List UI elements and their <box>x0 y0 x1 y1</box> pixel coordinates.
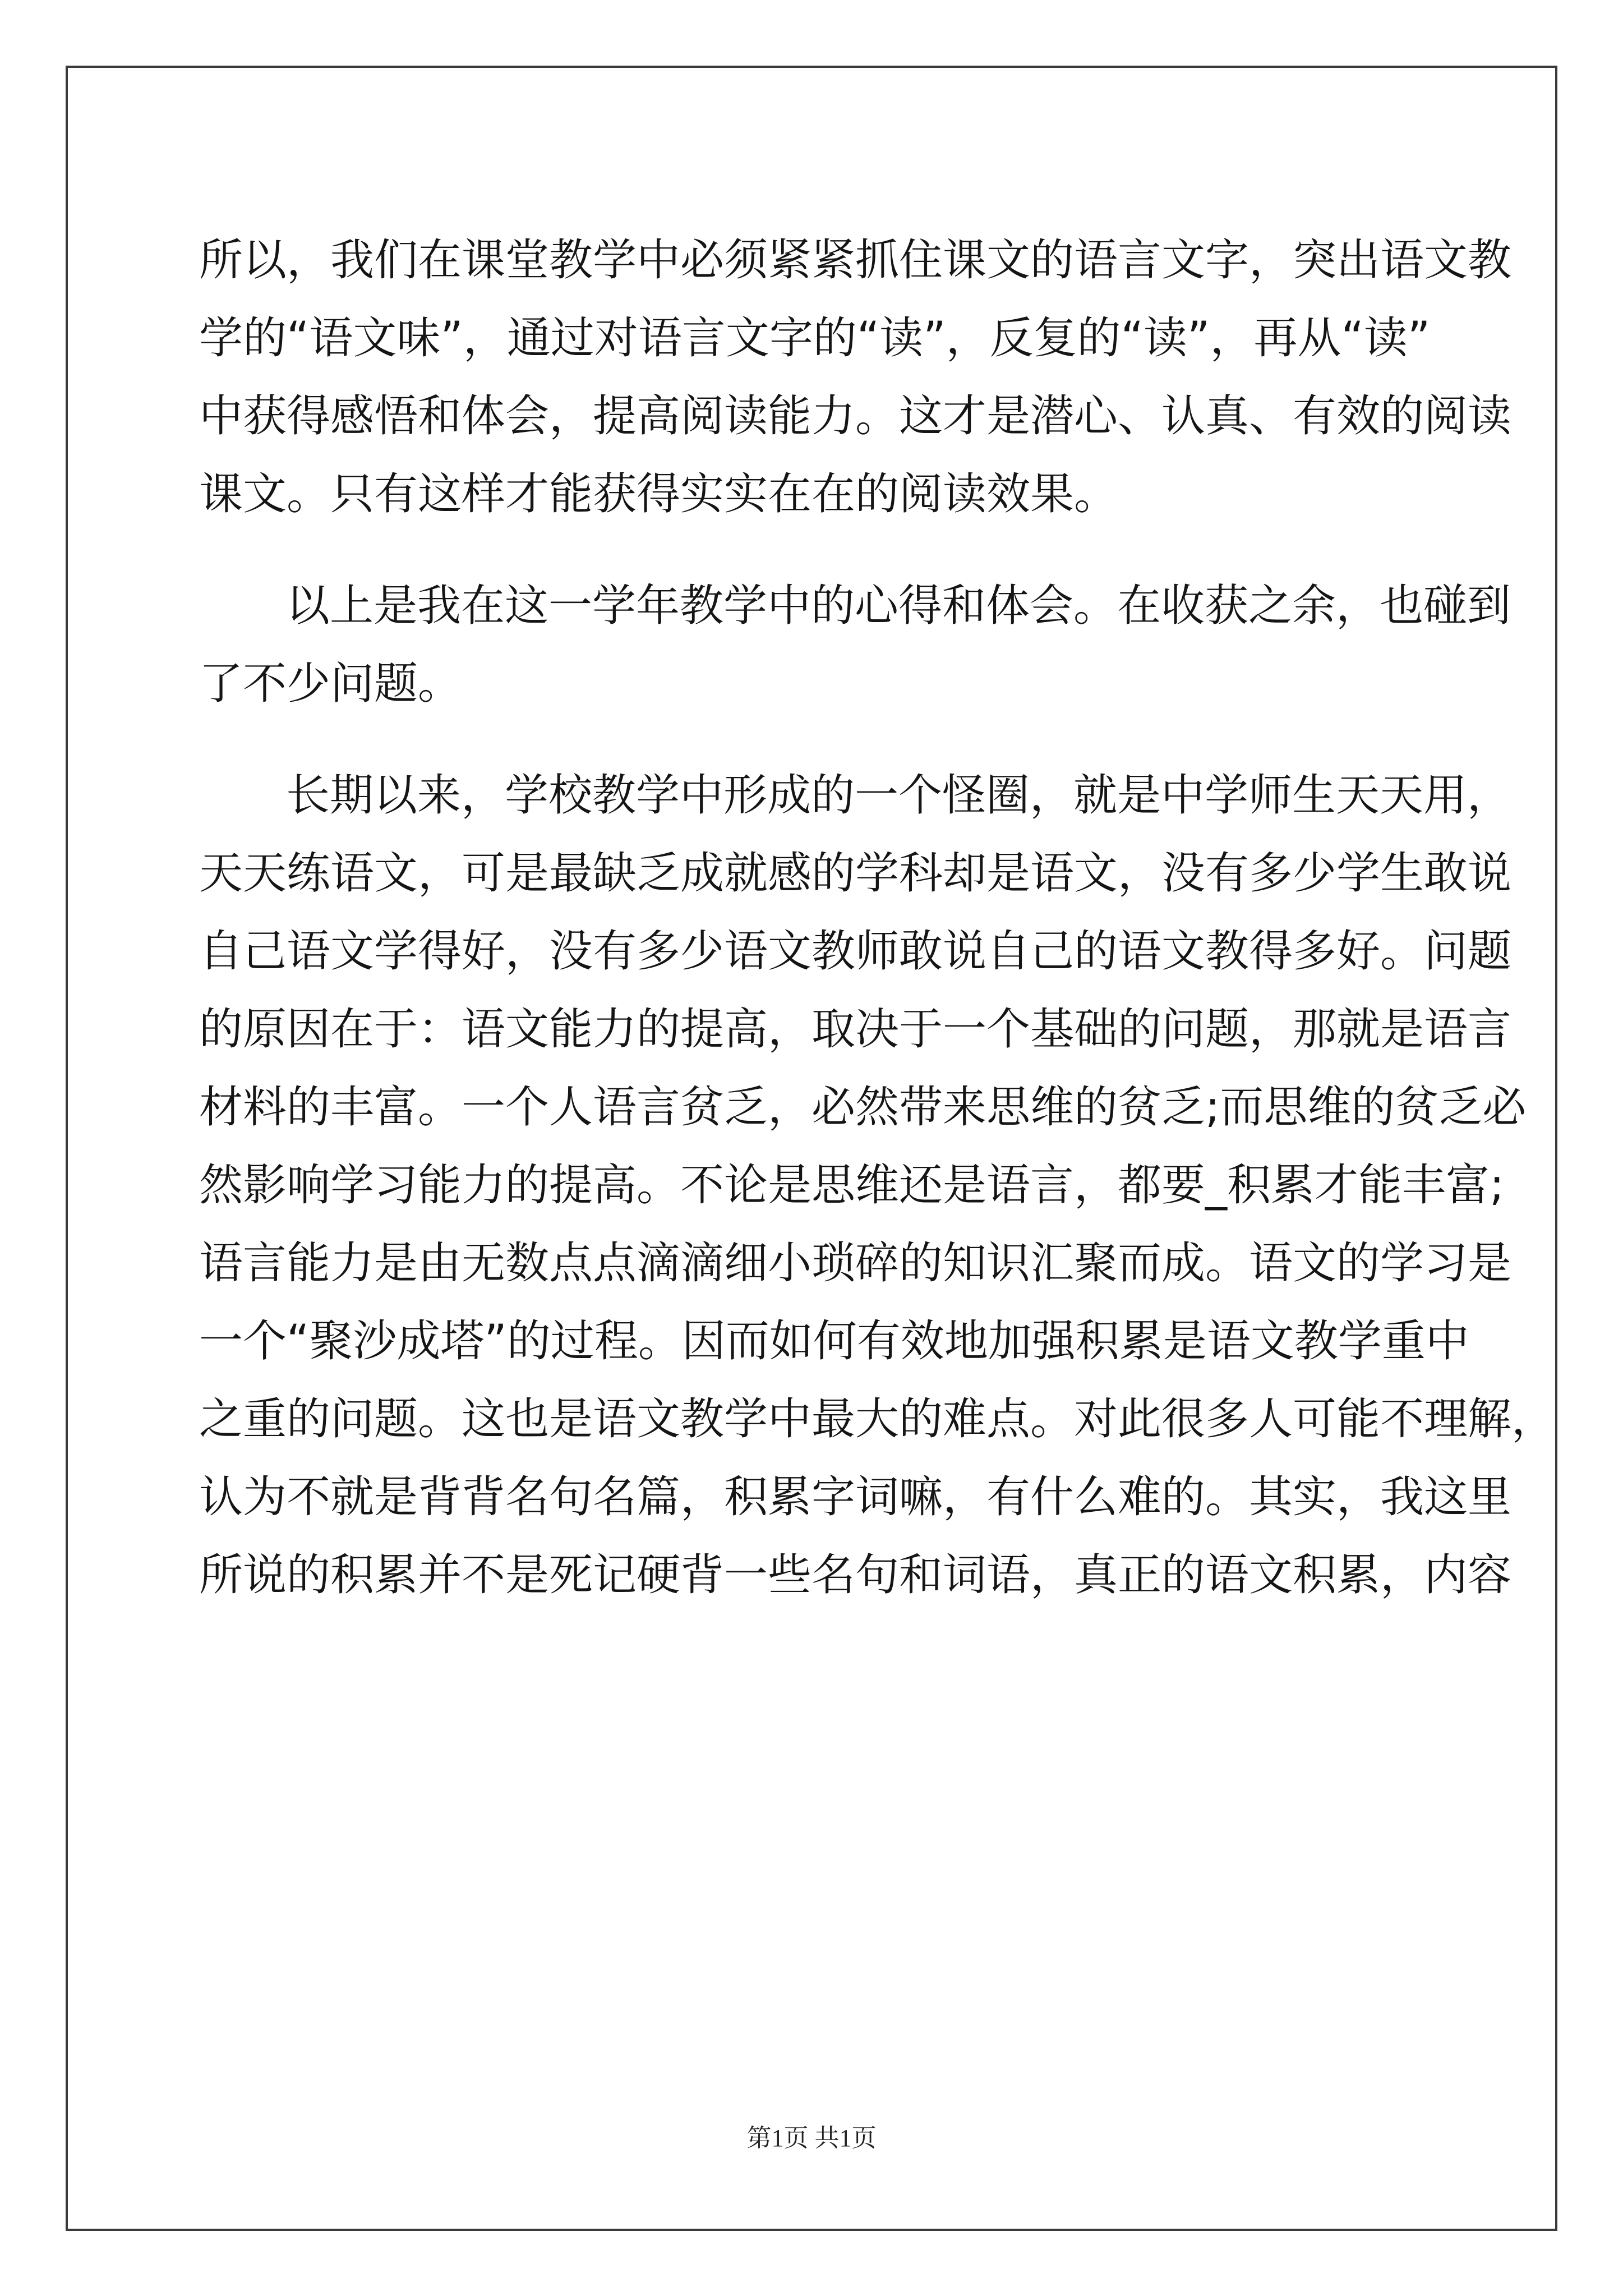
text-line: 长期以来，学校教学中形成的一个怪圈，就是中学师生天天用， <box>286 770 1511 821</box>
text-line: 学的“语文味”，通过对语言文字的“读”，反复的“读”，再从“读” <box>199 313 1431 364</box>
paragraph <box>199 222 1512 533</box>
paragraph <box>199 757 1556 1614</box>
text-line: 了不少问题。 <box>199 659 462 709</box>
text-line: 天天练语文，可是最缺乏成就感的学科却是语文，没有多少学生敢说 <box>199 848 1512 899</box>
text-line: 认为不就是背背名句名篇，积累字词嘛，有什么难的。其实，我这里 <box>199 1472 1512 1522</box>
text-line: 然影响学习能力的提高。不论是思维还是语言，都要_积累才能丰富; <box>199 1160 1505 1211</box>
text-line: 中获得感悟和体会，提高阅读能力。这才是潜心、认真、有效的阅读 <box>199 391 1512 441</box>
paragraph-gap <box>199 533 1430 567</box>
text-line: 材料的丰富。一个人语言贫乏，必然带来思维的贫乏;而思维的贫乏必 <box>199 1082 1527 1133</box>
paragraph-gap <box>199 723 1430 757</box>
document-body <box>199 222 1556 1614</box>
text-line: 一个“聚沙成塔”的过程。因而如何有效地加强积累是语文教学重中 <box>199 1316 1469 1366</box>
paragraph <box>199 567 1511 723</box>
text-line: 课文。只有这样才能获得实实在在的阅读效果。 <box>199 469 1118 519</box>
text-line: 的原因在于：语文能力的提高，取决于一个基础的问题，那就是语言 <box>199 1004 1512 1055</box>
text-line: 之重的问题。这也是语文教学中最大的难点。对此很多人可能不理解， <box>199 1394 1556 1444</box>
text-line: 所说的积累并不是死记硬背一些名句和词语，真正的语文积累，内容 <box>199 1550 1512 1600</box>
text-line: 以上是我在这一学年教学中的心得和体会。在收获之余，也碰到 <box>286 581 1511 631</box>
text-line: 所以，我们在课堂教学中必须紧紧抓住课文的语言文字，突出语文教 <box>199 235 1512 286</box>
page-number-footer: 第1页 共1页 <box>746 2124 877 2152</box>
text-line: 语言能力是由无数点点滴滴细小琐碎的知识汇聚而成。语文的学习是 <box>199 1238 1512 1289</box>
text-line: 自己语文学得好，没有多少语文教师敢说自己的语文教得多好。问题 <box>199 926 1512 977</box>
